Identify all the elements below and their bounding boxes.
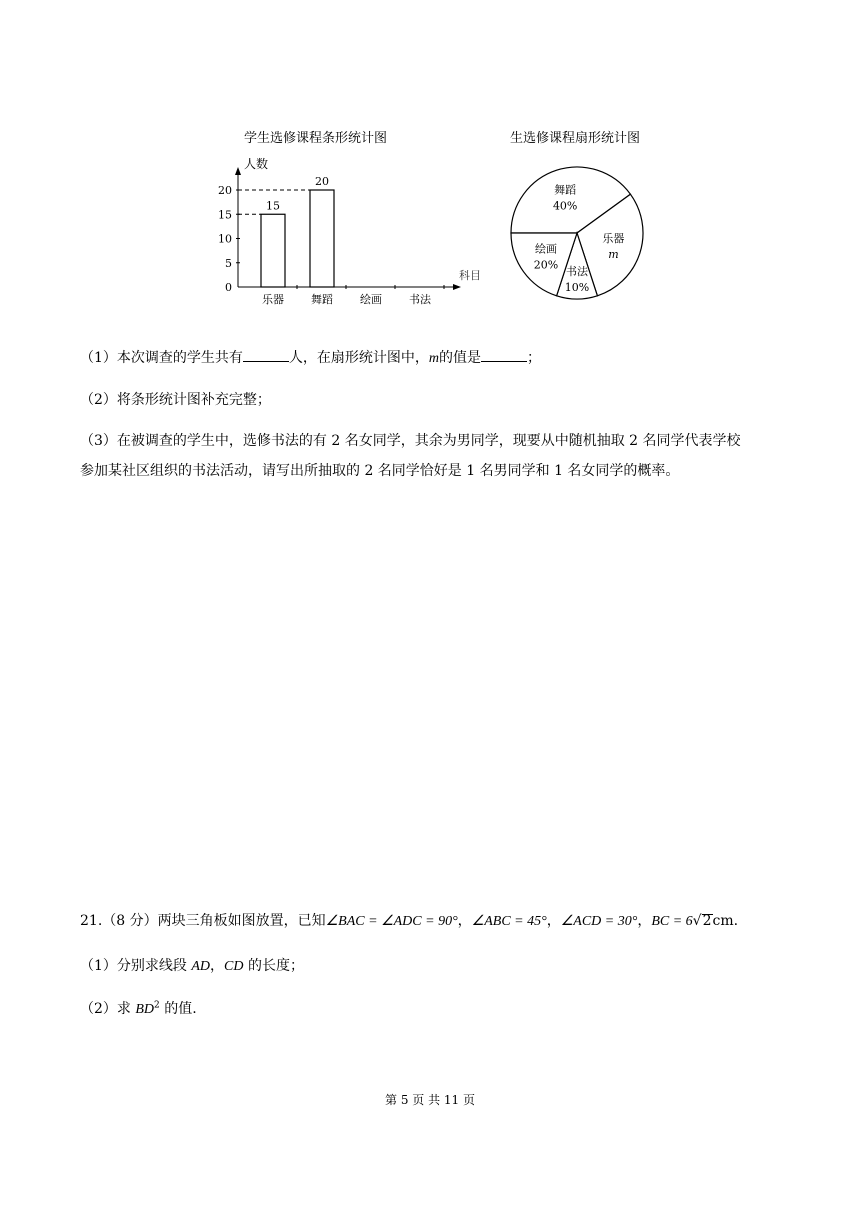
pie-slice-label: 书法 xyxy=(566,264,588,278)
bar-chart xyxy=(210,145,490,325)
bar xyxy=(310,190,334,287)
p21-end: . xyxy=(733,913,739,929)
q1-text-2: 人，在扇形统计图中， xyxy=(288,350,429,366)
y-axis-arrow xyxy=(235,167,241,175)
answer-blank-m xyxy=(481,349,527,362)
page-footer: 第 5 页 共 11 页 xyxy=(385,1093,475,1107)
p21-unit: cm xyxy=(712,913,734,929)
problem-21-question-1 xyxy=(80,955,304,975)
question-2: （2）将条形统计图补充完整； xyxy=(80,392,271,408)
p21q1-sep: ， xyxy=(210,958,225,974)
problem-21 xyxy=(80,910,738,930)
p21q2-text-2: 的值. xyxy=(164,1001,197,1017)
y-tick-label: 0 xyxy=(225,281,232,294)
p21-cond-acd: ∠ACD = 30° xyxy=(560,914,638,929)
y-tick-label: 20 xyxy=(218,184,232,197)
pie-slice-label: 舞蹈 xyxy=(554,183,577,197)
p21q1-text-2: 的长度； xyxy=(247,958,304,974)
p21-prefix: 21.（8 分）两块三角板如图放置，已知 xyxy=(80,913,326,929)
x-tick-label: 舞蹈 xyxy=(311,293,333,306)
p21q1-text-1: （1）分别求线段 xyxy=(80,958,187,974)
p21-cond-angles: ∠BAC = ∠ADC = 90° xyxy=(325,914,458,929)
pie-slice-label: 乐器 xyxy=(602,231,625,245)
pie-slice-label: 绘画 xyxy=(535,242,558,256)
q1-text-1: （1）本次调查的学生共有 xyxy=(80,350,243,366)
bar-data-label: 20 xyxy=(315,175,329,188)
p21-cond-bc: BC = 6 xyxy=(651,914,693,929)
y-axis-label: 人数 xyxy=(244,157,269,171)
sqrt-sign: √ xyxy=(692,913,702,929)
pie-slice-value: 40% xyxy=(552,199,578,213)
question-1 xyxy=(80,347,541,367)
question-3-line-2: 参加某社区组织的书法活动，请写出所抽取的 2 名同学恰好是 1 名男同学和 1 名女同学的概率。 xyxy=(80,463,680,479)
bar-chart-title: 学生选修课程条形统计图 xyxy=(244,131,388,146)
y-tick-label: 5 xyxy=(225,256,232,270)
p21q2-text-1: （2）求 xyxy=(80,1001,131,1017)
y-tick-label: 15 xyxy=(218,208,232,222)
p21-cond-abc: ∠ABC = 45° xyxy=(471,914,547,929)
y-tick-label: 10 xyxy=(218,232,232,246)
x-tick-label: 乐器 xyxy=(262,293,284,306)
pie-slice-value: m xyxy=(608,247,619,261)
x-axis-label: 科目 xyxy=(459,269,481,282)
p21-sep: ， xyxy=(546,913,561,929)
exponent: 2 xyxy=(154,1000,160,1011)
pie-chart xyxy=(500,160,660,320)
sqrt-radicand: 2 xyxy=(702,913,712,929)
segment-cd: CD xyxy=(224,959,244,974)
bar-data-label: 15 xyxy=(266,199,280,213)
pie-chart-title: 生选修课程扇形统计图 xyxy=(510,131,641,146)
question-3-line-1: （3）在被调查的学生中，选修书法的有 2 名女同学，其余为男同学，现要从中随机抽取 2 名同学代表学校 xyxy=(80,433,741,449)
answer-blank-total xyxy=(243,349,289,362)
q1-text-4: ； xyxy=(527,350,542,366)
pie-slice-value: 20% xyxy=(533,258,559,272)
x-tick-label: 绘画 xyxy=(360,293,382,306)
p21-sep: ， xyxy=(637,913,652,929)
p21-sep: ， xyxy=(457,913,472,929)
problem-21-question-2 xyxy=(80,998,197,1018)
pie-slice-value: 10% xyxy=(564,280,590,294)
segment-ad: AD xyxy=(191,959,211,974)
x-axis-arrow xyxy=(453,284,461,290)
q1-variable: m xyxy=(428,351,440,366)
q1-text-3: 的值是 xyxy=(439,350,482,366)
x-tick-label: 书法 xyxy=(409,293,431,306)
bar xyxy=(261,214,285,287)
segment-bd: BD xyxy=(135,1002,155,1017)
